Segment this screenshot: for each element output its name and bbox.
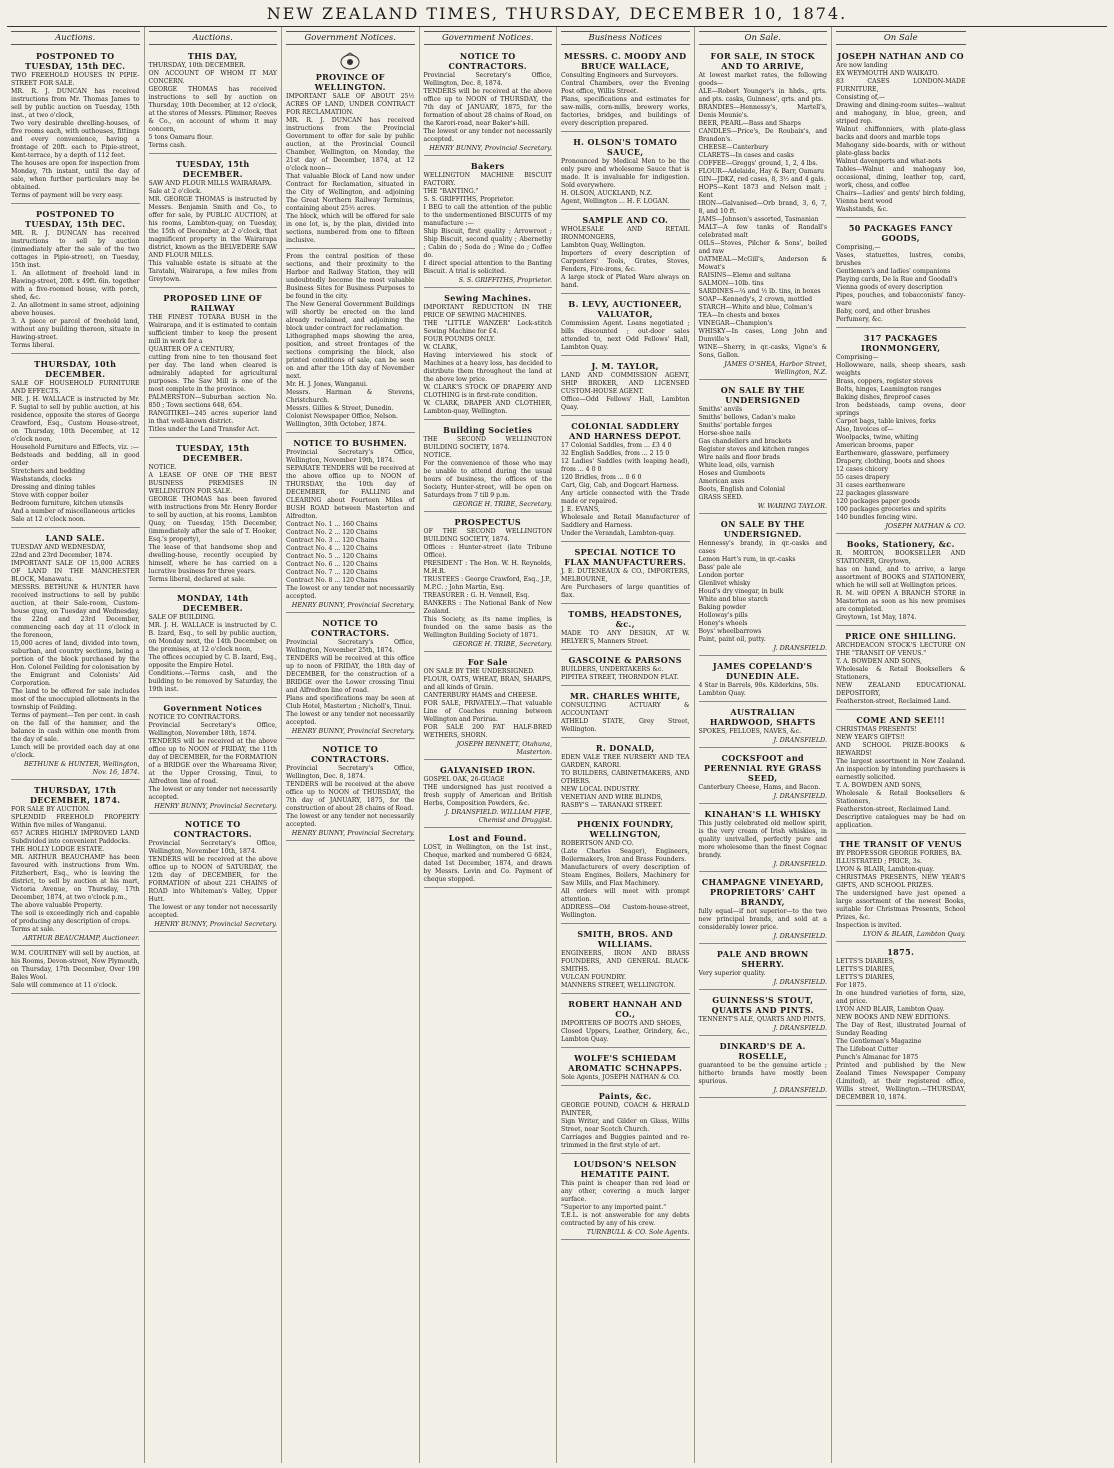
advertisement-body: FOR SALE BY AUCTION. SPLENDID FREEHOLD PROPERTY Within five miles of Wanganui. 657 ACRES HIGHLY IMPROVED LAND Subdivided into convenient Paddocks. THE HOLLY LODGE ESTATE. MR. ARTHUR BEAUCHAMP has been favoured with instructions from Wm. Fitzherbert, Esq., who is leaving the district, to sell by auction at his mart, Victoria Avenue, on Thursday, 17th December, 1874, at two o'clock p.m., The above valuable Property. The soil is exceedingly rich and capable of producing any description of crops. Terms at sale.: [11, 806, 140, 933]
advertisement: [11, 782, 140, 946]
advertisement-heading: PALE AND BROWN SHERRY.: [716, 949, 809, 969]
advertisement-heading: ROBERT HANNAH AND CO.,: [568, 999, 683, 1019]
advertisement: [561, 544, 690, 604]
advertisement-heading: PHŒNIX FOUNDRY, WELLINGTON,: [576, 819, 674, 839]
advertisement-heading: Books, Stationery, &c.: [846, 539, 955, 549]
advertisement: [699, 874, 828, 944]
advertisement: [561, 688, 690, 738]
advertisement-signature: W. WARING TAYLOR.: [757, 502, 827, 510]
advertisement-heading: THE TRANSIT OF VENUS: [839, 839, 963, 849]
advertisement-heading: POSTPONED TO TUESDAY, 15th DEC.: [25, 209, 126, 229]
advertisement-signature: JOSEPH NATHAN & CO.: [885, 522, 966, 530]
advertisement-heading: 50 PACKAGES FANCY GOODS,: [848, 223, 953, 243]
advertisement-heading: Building Societies: [443, 425, 533, 435]
advertisement-heading: KINAHAN'S LL WHISKY: [704, 809, 821, 819]
advertisement: [561, 652, 690, 686]
advertisement: [699, 658, 828, 702]
masthead: NEW ZEALAND TIMES, THURSDAY, DECEMBER 10, 1874.: [7, 0, 1107, 27]
advertisement-signature: J. DRANSFIELD.: [773, 792, 827, 800]
advertisement: [561, 212, 690, 294]
advertisement: [836, 536, 966, 626]
advertisement-body: From the central position of these sections, and their proximity to the Harbor and Railway Station, they will undoubtedly become the most valuable Business Sites for Business Purposes to be found in the city. The New General Government Buildings will shortly be erected on the land already reclaimed, and adjoining the block under contract for reclamation. Lithographed maps showing the area, position, and street frontages of the sections comprising the block, also printed conditions of sale, can be seen on and after the 15th day of November next. Mr. H. J. Jones, Wanganui. Messrs. Harman & Stevens, Christchurch. Messrs. Gillies & Street, Dunedin. Colonist Newspaper Office, Nelson. Wellington, 30th October, 1874.: [286, 253, 415, 428]
advertisement-signature: J. DRANSFIELD.: [773, 860, 827, 868]
advertisement-body: ROBERTSON AND CO. (Late Charles Seager), Engineers, Boilermakers, Iron and Brass Founders. Manufacturers of every description of Steam Engines, Boilers, Machinery for Saw Mills, and Flax Machinery. All orders will meet with prompt attention. ADDRESS—Old Custom-house-street, Wellington.: [561, 840, 690, 919]
advertisement-body: Comprising— Hollowware, nails, sheep shears, sash weights Brass, coppers, register stoves Bolts, hinges, Leamington ranges Baking dishes, fireproof cases Iron bedsteads, camp ovens, door springs Carpet bags, table knives, forks Also, Invoices of— Woolpacks, twine, whiting American brooms, paper Earthenware, glassware, perfumery Drapery, clothing, boots and shoes 12 cases chicory 55 cases drapery 31 cases earthenware 22 packages glassware 120 packages paper goods 100 packages groceries and spirits 140 bundles fencing wire.: [836, 354, 966, 521]
advertisement: [149, 440, 278, 588]
advertisement-heading: SPECIAL NOTICE TO FLAX MANUFACTURERS.: [564, 547, 687, 567]
advertisement: [699, 946, 828, 990]
advertisement-signature: J. DRANSFIELD.: [773, 644, 827, 652]
advertisement-body: MADE TO ANY DESIGN, AT W. HELYER'S, Manners Street.: [561, 630, 690, 645]
advertisement-body: Smiths' anvils Smiths' bellows, Cadan's make Smiths' portable forges Horse-shoe nails Gas chandeliers and brackets Register stoves and kitchen ranges Wire nails and floor brads White lead, oils, varnish Hoses and Gumboots American axes Boots, English and Colonial GRASS SEED.: [698, 406, 810, 501]
advertisement-signature: LYON & BLAIR, Lambton Quay.: [863, 930, 966, 938]
advertisement-body: R. MORTON, BOOKSELLER AND STATIONER, Greytown, has on hand, and to arrive, a large assortment of BOOKS and STATIONERY, which he will sell at Wellington prices. R. M. will OPEN A BRANCH STORE in Masterton as soon as his new premises are completed. Greytown, 1st May, 1874.: [836, 550, 966, 621]
advertisement-body: EDEN VALE TREE NURSERY AND TEA GARDEN, KARORI. TO BUILDERS, CABINETMAKERS, AND OTHERS. NEW LOCAL INDUSTRY. VENETIAN AND WIRE BLINDS, RASBY'S — TARANAKI STREET.: [561, 754, 690, 809]
advertisement: [561, 296, 690, 356]
advertisement-body: SAW AND FLOUR MILLS WAIRARAPA. Sale at 2 o'clock. MR. GEORGE THOMAS is instructed by Messrs. Benjamin Smith and Co., to offer for sale, by PUBLIC AUCTION, at his rooms, Lambton-quay, on Tuesday, the 15th of December, at 2 o'clock, that magnificent property in the Wairarapa district, known as the BELVEDERE SAW AND FLOUR MILLS. This valuable estate is situate at the Taratahi, Wairarapa, a few miles from Greytown.: [148, 180, 277, 283]
advertisement-heading: NOTICE TO CONTRACTORS.: [448, 51, 527, 71]
advertisement-heading: H. OLSON'S TOMATO SAUCE,: [573, 137, 678, 157]
advertisement-heading: NOTICE TO CONTRACTORS.: [311, 618, 390, 638]
advertisement-body: THE SECOND WELLINGTON BUILDING SOCIETY, 1874. NOTICE. For the convenience of those who may be unable to attend during the usual hours of business, the offices of the Society, Hunter-street, will be open on Saturdays from 7 till 9 p.m.: [423, 436, 552, 499]
advertisement-body: BY PROFESSOR GEORGE FORBES, BA. ILLUSTRATED ; PRICE, 3s. LYON & BLAIR, Lambton-quay. CHRISTMAS PRESENTS, NEW YEAR'S GIFTS, AND SCHOOL PRIZES. The undersigned have just opened a large assortment of the newest Books, suitable for Christmas Presents, School Prizes, &c. Inspection is invited.: [836, 850, 966, 929]
advertisement-body: Provincial Secretary's Office, Wellington, November 25th, 1874. TENDERS will be received at this office up to noon of FRIDAY, the 18th day of DECEMBER, for the construction of a BRIDGE over the Lower crossing Tinui and Alfredton line of road. Plans and specifications may be seen at Club Hotel, Masterton ; Nicholl's, Tinui. The lowest or any tender not necessarily accepted.: [286, 639, 415, 726]
advertisement-body: LETTS'S DIARIES, LETTS'S DIARIES, LETTS'S DIARIES, For 1875. In one hundred varieties of form, size, and price. LYON AND BLAIR, Lambton Quay. NEW BOOKS AND NEW EDITIONS. The Day of Rest, illustrated Journal of Sunday Reading The Gentleman's Magazine The Lifeboat Cutter Punch's Almanac for 1875 Printed and published by the New Zealand Times Newspaper Company (Limited), at their registered office, Willis street, Wellington.—THURSDAY, DECEMBER 10, 1874.: [836, 958, 966, 1101]
advertisement-signature: J. DRANSFIELD. WILLIAM FIFE, Chemist and Druggist.: [445, 808, 552, 824]
advertisement-signature: JOSEPH BENNETT, Otahuna, Masterton.: [456, 740, 552, 756]
advertisement-heading: AUSTRALIAN HARDWOOD, SHAFTS: [709, 707, 816, 727]
advertisement-heading: LAND SALE.: [45, 533, 105, 543]
advertisement-heading: PROVINCE OF WELLINGTON.: [314, 72, 386, 92]
advertisement: [561, 134, 690, 210]
advertisement-heading: COLONIAL SADDLERY AND HARNESS DEPOT.: [569, 421, 682, 441]
advertisement-signature: JAMES O'SHEA, Harbor Street, Wellington, N.Z.: [724, 360, 827, 376]
advertisement-heading: For Sale: [467, 657, 508, 667]
advertisement: [149, 290, 278, 438]
advertisement-heading: WOLFE'S SCHIEDAM AROMATIC SCHNAPPS.: [568, 1053, 683, 1073]
column-5: [557, 27, 695, 1463]
advertisement-signature: ARTHUR BEAUCHAMP, Auctioneer.: [23, 934, 140, 942]
advertisement: [561, 816, 690, 924]
advertisement-heading: SMITH, BROS. AND WILLIAMS.: [577, 929, 674, 949]
advertisement-heading: GUINNESS'S STOUT, QUARTS AND PINTS.: [711, 995, 814, 1015]
advertisement: [699, 516, 828, 656]
advertisement-signature: S. S. GRIFFITHS, Proprietor.: [458, 276, 552, 284]
advertisement: [149, 700, 278, 814]
advertisement-body: J. E. DUTENEAUX & CO., IMPORTERS, MELBOURNE, Are Purchasers of large quantities of flax.: [561, 568, 690, 599]
advertisement-heading: MONDAY, 14th DECEMBER.: [176, 593, 249, 613]
column-2: [145, 27, 283, 1463]
advertisement: [424, 290, 553, 420]
column-6: [695, 27, 833, 1463]
advertisement-body: This justly celebrated old mellow spirit, is the very cream of Irish whiskies, in quality unrivalled, perfectly pure and more wholesome than the finest Cognac brandy.: [698, 820, 827, 859]
advertisement-signature: J. DRANSFIELD.: [773, 736, 827, 744]
advertisement-body: ARCHDEACON STOCK'S LECTURE ON THE "TRANSIT OF VENUS." T. A. BOWDEN AND SONS, Wholesale & Retail Booksellers & Stationers, NEW ZEALAND EDUCATIONAL DEPOSITORY, Featherston-street, Reclaimed Land.: [836, 642, 966, 705]
advertisement-heading: Paints, &c.: [598, 1091, 652, 1101]
advertisement-body: GEORGE POUND, COACH & HERALD PAINTER, Sign Writer, and Gilder on Glass, Willis Street, near Scotch Church. Carriages and Buggies painted and re-trimmed in the first style of art.: [561, 1102, 690, 1149]
advertisement-body: TENNENT'S ALE, QUARTS AND PINTS.: [698, 1016, 826, 1023]
advertisement: [286, 435, 415, 613]
advertisement-heading: GASCOINE & PARSONS: [568, 655, 682, 665]
advertisement: [424, 830, 553, 888]
advertisement-body: IMPORTERS OF BOOTS AND SHOES, Closed Uppers, Leather, Grindery, &c., Lambton Quay.: [561, 1020, 690, 1043]
advertisement: [561, 1156, 690, 1240]
advertisement-heading: ON SALE BY THE UNDERSIGNED.: [720, 519, 805, 539]
advertisement-body: This paint is cheaper than red lead or any other, covering a much larger surface. "Superior to any imported paint." T.E.L. is not answerable for any debts contracted by any of his crew.: [561, 1180, 690, 1227]
advertisement-heading: Lost and Found.: [448, 833, 527, 843]
advertisement-heading: MR. CHARLES WHITE,: [570, 691, 681, 701]
advertisement-heading: PROSPECTUS: [454, 517, 522, 527]
advertisement-heading: CHAMPAGNE VINEYARD, PROPRIETORS' CAHT BRANDY,: [701, 877, 824, 907]
advertisement-heading: TOMBS, HEADSTONES, &c.,: [568, 609, 683, 629]
advertisement-heading: R. DONALD,: [595, 743, 655, 753]
advertisement-heading: Bakers: [470, 161, 505, 171]
advertisement: [424, 654, 553, 760]
advertisement-signature: HENRY BUNNY, Provincial Secretary.: [429, 144, 552, 152]
advertisement-signature: GEORGE H. TRIBE, Secretary.: [452, 500, 552, 508]
advertisement: [11, 48, 140, 204]
advertisement-heading: J. M. TAYLOR,: [591, 361, 659, 371]
crest-icon: [338, 52, 362, 70]
advertisement: [699, 382, 828, 514]
advertisement-body: SALE OF BUILDING. MR. J. H. WALLACE is instructed by C. B. Izard, Esq., to sell by public auction, on Monday next, the 14th December, on the premises, at 12 o'clock noon, The offices occupied by C. B. Izard, Esq., opposite the Empire Hotel. Conditions.—Terms cash, and the building to be removed by Saturday, the 19th inst.: [148, 614, 277, 693]
advertisement: [561, 926, 690, 994]
advertisement-heading: TUESDAY, 15th DECEMBER.: [175, 159, 250, 179]
advertisement: [561, 740, 690, 814]
columns-container: [7, 27, 1107, 1463]
advertisement: [424, 514, 553, 652]
advertisement: [424, 158, 553, 288]
advertisement: [699, 48, 828, 380]
advertisement-body: Provincial Secretary's Office, Wellington, November 10th, 1874. TENDERS will be received at the above office up to NOON of SATURDAY, the 12th day of DECEMBER, for the FORMATION of about 221 CHAINS of ROAD into Whiteman's Valley, Upper Hutt. The lowest or any tender not necessarily accepted.: [148, 840, 277, 919]
advertisement-signature: HENRY BUNNY, Provincial Secretary.: [291, 829, 415, 837]
advertisement-heading: NOTICE TO CONTRACTORS.: [311, 744, 390, 764]
advertisement-heading: LOUDSON'S NELSON HEMATITE PAINT.: [573, 1159, 677, 1179]
advertisement: [836, 628, 966, 710]
advertisement: [836, 712, 966, 834]
advertisement-body: Pronounced by Medical Men to be the only pure and wholesome Sauce that is made. It is invaluable for indigestion. Sold everywhere. H. OLSON, AUCKLAND, N.Z. Agent, Wellington ... H. F. LOGAN.: [561, 158, 690, 205]
advertisement-body: At lowest market rates, the following goods— ALE—Robert Younger's in hhds., qrts. and pts. casks, Guinness', qrts. and pts. BRANDIES—Hennessy's, Martell's, Denis Mounie's. BEER, PEARL—Bass and Sharps CANDLES—Price's, De Roubaix's, and Brandon's. CHEESE—Canterbury CLARETS—In cases and casks COFFEE—Greggs' ground, 1, 2, 4 lbs. FLOUR—Adelaide, Hay & Barr, Oamaru GIN—JDKZ, red cases, 8, 3½ and 4 gals. HOPS—Kent 1873 and Nelson malt ; Kent IRON—Galvanised—Orb brand, 3, 6, 7, 8, and 10 ft. JAMS—Johnson's assorted, Tasmanian MALT—A few tanks of Randall's celebrated malt OILS—Stoves, Pilcher & Sons', boiled and raw OATMEAL—McGill's, Anderson & Mowat's RAISINS—Eleme and sultana SALMON—10lb. tins SARDINES—¼ and ½ lb. tins, in boxes SOAP—Kennedy's, 2 crown, mottled STARCH—White and blue, Colman's TEA—In chests and boxes VINEGAR—Champion's WHISKY—In cases, Long John and Dunville's WINE—Sherry, in qr.-casks, Vigne's & Sons, Gallon.: [698, 72, 827, 359]
advertisement-heading: MESSRS. C. MOODY AND BRUCE WALLACE,: [563, 51, 687, 71]
advertisement-signature: HENRY BUNNY, Provincial Secretary.: [154, 920, 277, 928]
column-1: [7, 27, 145, 1463]
advertisement-signature: J. DRANSFIELD.: [773, 932, 827, 940]
advertisement-heading: GALVANISED IRON.: [439, 765, 536, 775]
advertisement-body: Provincial Secretary's Office, Wellington, Dec. 8, 1874. TENDERS will be received at the above office up to NOON of THURSDAY, the 7th day of JANUARY, 1875, for the construction of about 28 chains of Road. The lowest or any tender not necessarily accepted.: [286, 765, 415, 828]
advertisement: [836, 330, 966, 534]
advertisement: [836, 944, 966, 1106]
advertisement: [699, 806, 828, 872]
advertisement: [286, 615, 415, 739]
advertisement: [11, 206, 140, 354]
advertisement-body: guaranteed to be the genuine article ; hitherto brands have mostly been spurious.: [698, 1062, 827, 1085]
advertisement: [11, 948, 140, 994]
advertisement: [149, 48, 278, 154]
advertisement: [699, 750, 828, 804]
column-section-heading: Business Notices: [561, 31, 690, 45]
advertisement-body: LOST, in Wellington, on the 1st inst., Cheque, marked and numbered G 6824, dated 1st December, 1874, and drawn by Messrs. Levin and Co. Payment of cheque stopped.: [423, 844, 552, 883]
advertisement-body: ON SALE BY THE UNDERSIGNED. FLOUR, OATS, WHEAT, BRAN, SHARPS, and all kinds of Grain. CANTERBURY HAMS and CHEESE. FOR SALE, PRIVATELY.—That valuable Line of Coaches running between Wellington and Porirua. FOR SALE 200 FAT HALF-BRED WETHERS, SHORN.: [423, 668, 552, 739]
advertisement-heading: FOR SALE, IN STOCK AND TO ARRIVE,: [710, 51, 815, 71]
advertisement-body: Provincial Secretary's Office, Wellington, November 19th, 1874. SEPARATE TENDERS will be received at the above office up to NOON of THURSDAY, the 10th day of DECEMBER, for FALLING and CLEARING about Fourteen Miles of BUSH ROAD between Masterton and Alfredton. Contract No. 1 ... 160 Chains Contract No. 2 ... 120 Chains Contract No. 3 ... 120 Chains Contract No. 4 ... 120 Chains Contract No. 5 ... 120 Chains Contract No. 6 ... 120 Chains Contract No. 7 ... 120 Chains Contract No. 8 ... 120 Chains The lowest or any tender not necessarily accepted.: [286, 449, 415, 600]
advertisement: [286, 741, 415, 841]
advertisement: [149, 816, 278, 932]
advertisement: [561, 48, 690, 132]
advertisement-body: NOTICE TO CONTRACTORS. Provincial Secretary's Office, Wellington, November 18th, 1874. TENDERS will be received at the above office up to NOON of FRIDAY, the 11th day of DECEMBER, for the FORMATION of a BRIDGE over the Whareama River, at the Upper Crossing, Tinui, to Alfredton line of road. The lowest or any tender not necessarily accepted.: [148, 714, 277, 801]
advertisement-body: THE FINEST TOTARA BUSH in the Wairarapa, and it is estimated to contain sufficient timber to keep the present mill in work for a QUARTER OF A CENTURY, cutting from nine to ten thousand feet per day. The land when cleared is admirably adapted for agricultural purposes. The Saw Mill is one of the most complete in the province. PALMERSTON—Suburban section No. 850 ; Town sections 648, 654. RANGITIKEI—245 acres superior land in that well-known district. Titles under the Land Transfer Act.: [148, 314, 277, 433]
advertisement-body: SPOKES, FELLOES, NAVES, &c.: [698, 728, 802, 735]
advertisement-heading: 317 PACKAGES IRONMONGERY,: [861, 333, 941, 353]
column-4: [420, 27, 558, 1463]
advertisement: [836, 48, 966, 218]
advertisement-body: Are now landing EX WEYMOUTH AND WAIKATO. 83 CASES LONDON-MADE FURNITURE, Consisting of,— Drawing and dining-room suites—walnut and mahogany, in blue, green, and striped rep. Walnut chiffonniers, with plate-glass backs and doors and marble tops Mahogany side-boards, with or without plate-glass backs Walnut davenports and what-nots Tables—Walnut and mahogany loo, occasional, dining, leather top, card, work, chess, and coffee Chairs—Ladies' and gents' birch folding, Vienna bent wood Washstands, &c.: [836, 62, 966, 213]
advertisement: [561, 418, 690, 542]
advertisement-body: CHRISTMAS PRESENTS! NEW YEAR'S GIFTS!! AND SCHOOL PRIZE-BOOKS & REWARDS! The largest assortment in New Zealand. An inspection by intending purchasers is earnestly solicited. T. A. BOWDEN AND SONS, Wholesale & Retail Booksellers & Stationers, Featherston-street, Reclaimed Land. Descriptive catalogues may be had on application.: [836, 726, 966, 829]
advertisement-heading: Government Notices: [163, 703, 263, 713]
advertisement: [699, 992, 828, 1036]
advertisement-body: fully equal—if not superior—to the two new principal brands, and sold at a considerably lower price.: [698, 908, 827, 931]
advertisement: [149, 156, 278, 288]
advertisement-body: CONSULTING ACTUARY & ACCOUNTANT ATHELD STATE, Grey Street, Wellington.: [561, 702, 690, 733]
column-section-heading: Government Notices.: [286, 31, 415, 45]
column-section-heading: Government Notices.: [424, 31, 553, 45]
advertisement-body: IMPORTANT SALE OF ABOUT 25½ ACRES OF LAND, UNDER CONTRACT FOR RECLAMATION. MR. R. J. DUNCAN has received instructions from the Provincial Government to offer for sale by public auction, at the Provincial Council Chamber, Wellington, on Monday, the 21st day of December, 1874, at 12 o'clock noon— That valuable Block of Land now under Contract for Reclamation, situated in the City of Wellington, and adjoining The Great Northern Railway Terminus, containing about 25½ acres. The block, which will be offered for sale in one lot, is, by the plan, divided into sections, numbered from one to fifteen inclusive.: [286, 93, 415, 244]
advertisement-body: Very superior quality.: [698, 970, 766, 977]
column-section-heading: Auctions.: [11, 31, 140, 45]
advertisement-heading: Sewing Machines.: [444, 293, 532, 303]
advertisement: [836, 836, 966, 942]
column-section-heading: On Sale: [836, 31, 966, 45]
advertisement: [561, 1088, 690, 1154]
advertisement-body: Consulting Engineers and Surveyors. Contral Chambers, over the Evening Post office, Willis Street. Plans, specifications and estimates for saw-mills, corn-mills, brewery works, factories, bridges, and buildings of every description prepared.: [561, 72, 690, 127]
advertisement-heading: NOTICE TO CONTRACTORS.: [173, 819, 252, 839]
advertisement-body: BUILDERS, UNDERTAKERS &c. PIPITEA STREET, THORNDON FLAT.: [561, 666, 679, 681]
advertisement: [11, 356, 140, 528]
advertisement-heading: PRICE ONE SHILLING.: [845, 631, 957, 641]
advertisement-body: Hennessy's brandy, in qr.-casks and cases Lemon Hart's rum, in qr.-casks Bass' pale ale London porter Glenlivet whisky Houd's dry vinegar, in bulk White and blue starch Baking powder Holloway's pills Honey's wheels Boys' wheelbarrows Paint, paint oil, putty.: [698, 540, 827, 643]
advertisement: [836, 220, 966, 328]
advertisement-signature: HENRY BUNNY, Provincial Secretary.: [154, 802, 277, 810]
column-section-heading: On Sale.: [699, 31, 828, 45]
advertisement-body: THURSDAY, 10th DECEMBER. ON ACCOUNT OF WHOM IT MAY CONCERN. GEORGE THOMAS has received instructions to sell by auction on Thursday, 10th December, at 12 o'clock, at the stores of Messrs. Plimmer, Reeves & Co., on account of whom it may concern, 5 tons Oamaru flour. Terms cash.: [148, 62, 277, 149]
column-3: [282, 27, 420, 1463]
advertisement-body: LAND AND COMMISSION AGENT, SHIP BROKER, AND LICENSED CUSTOM-HOUSE AGENT. Office—Odd Fellows' Hall, Lambton Quay.: [561, 372, 690, 411]
advertisement-body: IMPORTANT REDUCTION IN THE PRICE OF SEWING MACHINES. THE "LITTLE WANZER" Lock-stitch Sewing Machine for £4. FOUR POUNDS ONLY. W. CLARK, Having interviewed his stock of Machines at a heavy loss, has decided to distribute them throughout the land at the above low price. W. CLARK'S STOCK OF DRAPERY AND CLOTHING is in first-rate condition. W. CLARK, DRAPER AND CLOTHIER, Lambton-quay, Wellington.: [423, 304, 552, 415]
advertisement-body: Canterbury Cheese, Hams, and Bacon.: [698, 784, 821, 791]
advertisement-signature: HENRY BUNNY, Provincial Secretary.: [291, 727, 415, 735]
advertisement-heading: DINKARD'S DE A. ROSELLE,: [719, 1041, 806, 1061]
advertisement-body: NOTICE. A LEASE OF ONE OF THE BEST BUSINESS PREMISES IN WELLINGTON FOR SALE. GEORGE THOMAS has been favored with instructions from Mr. Henry Border to sell by auction, at his rooms, Lambton Quay, on Tuesday, 15th December, (immediately after the sale of T. Hooker, Esq.'s property), The lease of that handsome shop and dwelling-house, recently occupied by himself, where he has carried on a lucrative business for three years. Terms liberal, declared at sale.: [148, 464, 277, 583]
advertisement: [699, 704, 828, 748]
advertisement: [424, 422, 553, 512]
advertisement-heading: THIS DAY,: [187, 51, 238, 61]
advertisement-body: Sole Agents, JOSEPH NATHAN & CO.: [561, 1074, 680, 1081]
advertisement-body: 4 Star in Barrels, 90s. Kilderkins, 50s. Lambton Quay.: [698, 682, 819, 697]
advertisement-body: WHOLESALE AND RETAIL IRONMONGERS, Lambton Quay, Wellington. Importers of every description of Carpenters' Tools, Grates, Stoves, Fenders, Fire-irons, &c. A large stock of Plated Ware always on hand.: [561, 226, 690, 289]
advertisement-heading: COME AND SEE!!!: [856, 715, 946, 725]
newspaper-page: [7, 0, 1107, 1463]
advertisement-heading: JAMES COPELAND'S DUNEDIN ALE.: [712, 661, 813, 681]
column-7: [832, 27, 970, 1463]
advertisement-heading: POSTPONED TO TUESDAY, 15th DEC.: [25, 51, 126, 71]
advertisement: [286, 48, 415, 249]
advertisement-heading: THURSDAY, 10th DECEMBER.: [34, 359, 117, 379]
advertisement-body: WELLINGTON MACHINE BISCUIT FACTORY. THE "BANTING." S. S. GRIFFITHS, Proprietor. I BEG to call the attention of the public to the undermentioned BISCUITS of my manufacture :— Ship Biscuit, first quality ; Arrowroot ; Ship Biscuit, second quality ; Abernethy ; Cabin do ; Soda do ; Wine do ; Coffee do. I direct special attention to the Banting Biscuit. A trial is solicited.: [423, 172, 552, 275]
advertisement-heading: B. LEVY, AUCTIONEER, VALUATOR,: [568, 299, 683, 319]
advertisement-heading: TUESDAY, 15th DECEMBER.: [175, 443, 250, 463]
advertisement-signature: HENRY BUNNY, Provincial Secretary.: [291, 601, 415, 609]
advertisement-body: SALE OF HOUSEHOLD FURNITURE AND EFFECTS. MR. J. H. WALLACE is instructed by Mr. F. Sugial to sell by public auction, at his residence, opposite the stores of George Crawford, Esq., Custom House-street, on Thursday, 10th December, at 12 o'clock noon, Household Furniture and Effects, viz. :— Bedsteads and bedding, all in good order Stretchers and bedding Washstands, clocks Dressing and dining tables Stove with copper boiler Bedroom furniture, kitchen utensils And a number of miscellaneous articles Sale at 12 o'clock noon.: [11, 380, 140, 523]
advertisement: [424, 762, 553, 828]
advertisement-signature: J. DRANSFIELD.: [773, 978, 827, 986]
advertisement: [561, 996, 690, 1048]
advertisement-body: TWO FREEHOLD HOUSES IN PIPIE-STREET FOR SALE. MR. R. J. DUNCAN has received instructions from Mr. Thomas James to sell by public auction on Tuesday, 15th inst., at two o'clock, Two very desirable dwelling-houses, of five rooms each, with outhouses, fittings and every convenience, having a frontage of 20ft. each to Pipie-street, Kent-terrace, by a depth of 112 feet. The houses are open for inspection from Monday, 7th instant, until the day of sale, when further particulars may be obtained. Terms of payment will be very easy.: [11, 72, 140, 199]
advertisement-signature: J. DRANSFIELD.: [773, 1024, 827, 1032]
advertisement-signature: J. DRANSFIELD.: [773, 1086, 827, 1094]
advertisement: [561, 1050, 690, 1086]
advertisement-body: MR. R. J. DUNCAN has received instructions to sell by auction (immediately after the sale of the two cottages in Pipie-street), on Tuesday, 15th inst. 1. An allotment of freehold land in Hawing-street, 20ft. x 49ft. 6in. together with a five-roomed house, with porch, shed, &c. 2. An allotment in same street, adjoining above houses. 3. A piece or parcel of freehold land, without any building thereon, situate in Hawing-street. Terms liberal.: [11, 230, 140, 349]
advertisement: [11, 530, 140, 780]
advertisement-signature: BETHUNE & HUNTER, Wellington, Nov. 16, 1874.: [23, 760, 140, 776]
advertisement: [424, 48, 553, 156]
advertisement-body: TUESDAY AND WEDNESDAY, 22nd and 23rd December, 1874. IMPORTANT SALE OF 15,000 ACRES OF LAND IN THE MANCHESTER BLOCK, Manawatu. MESSRS. BETHUNE & HUNTER have received instructions to sell by public auction, at their Sale-room, Custom-house quay, on Tuesday and Wednesday, the 22nd and 23rd December, commencing each day at 11 o'clock in the forenoon, 15,000 acres of land, divided into town, suburban, and country sections, being a portion of the block purchased by the Hon. Colonel Feilding for colonisation by the Emigrant and Colonists' Aid Corporation. The land to be offered for sale includes most of the unoccupied allotments in the township of Feilding. Terms of payment—Ten per cent. in cash on the fall of the hammer, and the balance in cash within one month from the day of sale. Lunch will be provided each day at one o'clock.: [11, 544, 140, 759]
advertisement-heading: ON SALE BY THE UNDERSIGNED: [720, 385, 805, 405]
column-section-heading: Auctions.: [149, 31, 278, 45]
advertisement-heading: COCKSFOOT and PERENNIAL RYE GRASS SEED,: [703, 753, 822, 783]
advertisement-heading: PROPOSED LINE OF RAILWAY: [163, 293, 263, 313]
advertisement: [561, 358, 690, 416]
advertisement-body: 17 Colonial Saddles, from ... £3 4 0 32 English Saddles, from ... 2 15 0 12 Ladies' Saddles (with leaping head), from ... 4 0 0 120 Bridles, from ... 0 6 0 Cart, Gig, Cab, and Dogcart Harness. Any article connected with the Trade made or repaired. J. E. EVANS, Wholesale and Retail Manufacturer of Saddlery and Harness. Under the Verandah, Lambton-quay.: [561, 442, 690, 537]
advertisement-body: W.M. COURTNEY will sell by auction, at his Rooms, Devon-street, New Plymouth, on Thursday, 17th December, Over 190 Bales Wool. Sale will commence at 11 o'clock.: [11, 950, 140, 989]
advertisement-body: Provincial Secretary's Office, Wellington, Dec. 8, 1874. TENDERS will be received at the above office up to NOON of THURSDAY, the 7th day of JANUARY, 1875, for the formation of about 28 chains of Road, on the Karori-road, near Baker's-hill. The lowest or any tender not necessarily accepted.: [423, 72, 552, 143]
advertisement-signature: TURNBULL & CO. Sole Agents.: [586, 1228, 690, 1236]
advertisement: [149, 590, 278, 698]
advertisement-body: Comprising,— Vases, statuettes, lustres, combs, brushes Gentlemen's and ladies' companions Playing cards, De la Rue and Goodall's Vienna goods of every description Pipes, pouches, and tobacconists' fancy-ware Baby, cord, and other brushes Perfumery, &c.: [836, 244, 966, 323]
advertisement-body: GOSPEL OAK, 26-GUAGE THE undersigned has just received a fresh supply of American and British Herbs, Composition Powders, &c.: [423, 776, 552, 807]
advertisement: [286, 251, 415, 433]
advertisement-heading: SAMPLE AND CO.: [582, 215, 669, 225]
advertisement: [699, 1038, 828, 1098]
advertisement-heading: JOSEPH NATHAN AND CO: [837, 51, 964, 61]
advertisement-heading: NOTICE TO BUSHMEN.: [293, 438, 408, 448]
advertisement-body: ENGINEERS, IRON AND BRASS FOUNDERS, AND GENERAL BLACK-SMITHS. VULCAN FOUNDRY. MANNERS STREET, WELLINGTON.: [561, 950, 690, 989]
advertisement-signature: GEORGE H. TRIBE, Secretary.: [452, 640, 552, 648]
advertisement-body: OF THE SECOND WELLINGTON BUILDING SOCIETY, 1874. Offices : Hunter-street (late Tribune Office). PRESIDENT : The Hon. W. H. Reynolds, M.H.R. TRUSTEES : George Crawford, Esq., J.P., M.P.C. ; John Martin, Esq. TREASURER : G. H. Vennell, Esq. BANKERS : The National Bank of New Zealand. This Society, as its name implies, is founded on the same basis as the Wellington Building Society of 1871.: [423, 528, 552, 639]
advertisement-body: Commission Agent. Loans negotiated ; bills discounted ; out-door sales attended to, next Odd Fellows' Hall, Lambton Quay.: [561, 320, 690, 351]
advertisement-heading: THURSDAY, 17th DECEMBER, 1874.: [30, 785, 121, 805]
advertisement-heading: 1875.: [887, 947, 915, 957]
advertisement: [561, 606, 690, 650]
